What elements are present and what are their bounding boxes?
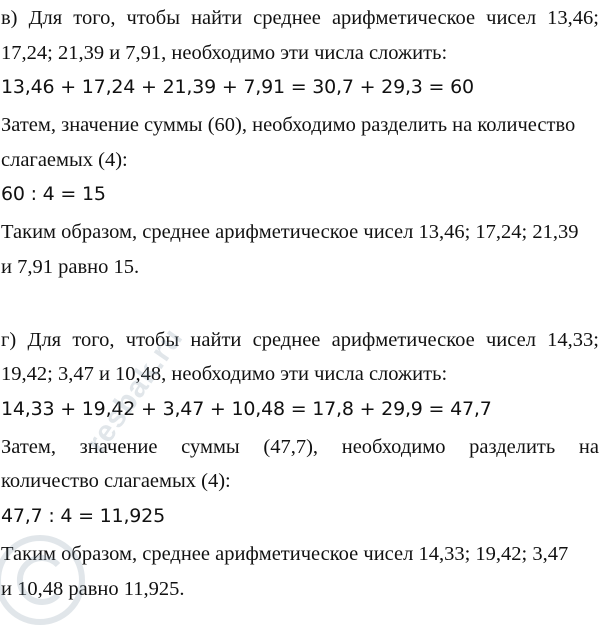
watermark-text: resbak.ru bbox=[80, 321, 190, 459]
part-v-line-5: Таким образом, среднее арифметическое чисел 13,46; 17,24; 21,39 bbox=[1, 221, 579, 243]
part-g-line-3: Затем, значение суммы (47,7), необходимо разделить на bbox=[1, 436, 599, 458]
part-v-line-1: в) Для того, чтобы найти среднее арифметическое чисел 13,46; bbox=[1, 7, 599, 29]
part-g-line-5: Таким образом, среднее арифметическое чисел 14,33; 19,42; 3,47 bbox=[1, 543, 569, 565]
part-g-line-1: г) Для того, чтобы найти среднее арифметическое чисел 14,33; bbox=[1, 329, 599, 351]
part-v-formula-division: 60 : 4 = 15 bbox=[1, 183, 106, 205]
part-v-formula-sum: 13,46 + 17,24 + 21,39 + 7,91 = 30,7 + 29,3 = 60 bbox=[1, 76, 474, 98]
part-g-formula-division: 47,7 : 4 = 11,925 bbox=[1, 505, 165, 527]
part-v-line-2: 17,24; 21,39 и 7,91, необходимо эти числа сложить: bbox=[1, 42, 448, 64]
part-g-line-4: количество слагаемых (4): bbox=[1, 470, 231, 492]
part-v-line-3: Затем, значение суммы (60), необходимо разделить на количество bbox=[1, 114, 576, 136]
part-g-formula-sum: 14,33 + 19,42 + 3,47 + 10,48 = 17,8 + 29,9 = 47,7 bbox=[1, 398, 492, 420]
part-v-line-6: и 7,91 равно 15. bbox=[1, 256, 140, 278]
part-g-line-6: и 10,48 равно 11,925. bbox=[1, 578, 185, 600]
part-g-line-2: 19,42; 3,47 и 10,48, необходимо эти числа сложить: bbox=[1, 363, 448, 385]
part-v-line-4: слагаемых (4): bbox=[1, 149, 128, 171]
